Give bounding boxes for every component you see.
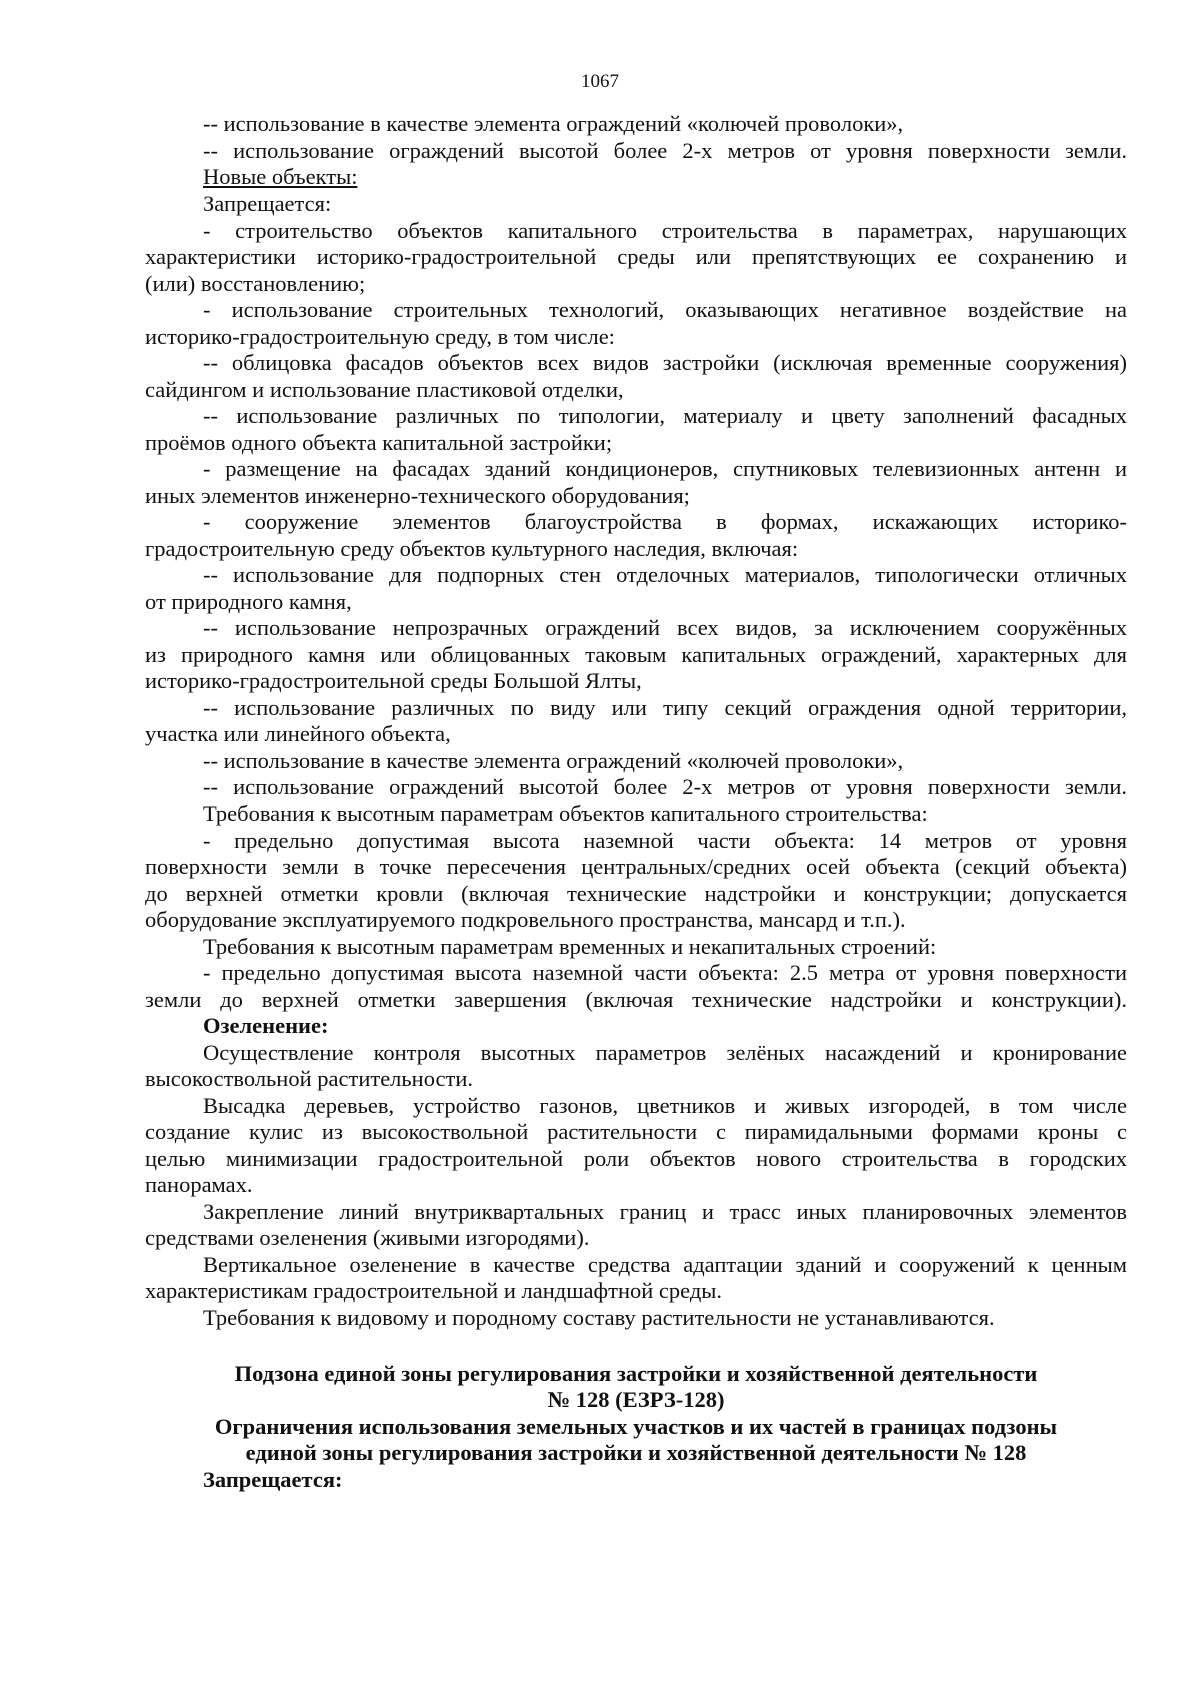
text-line: -- использование ограждений высотой более 2-х метров от уровня поверхности земли. [203,138,1127,163]
text-line: Осуществление контроля высотных параметров зелёных насаждений и кронирование [203,1040,1127,1065]
text-line: историко-градостроительной среды Большой Ялты, [145,668,642,693]
restrictions-heading: Ограничения использования земельных участков и их частей в границах подзоны [214,1414,1058,1439]
text-line: Закрепление линий внутриквартальных границ и трасс иных планировочных элементов [203,1199,1127,1224]
text-line: -- использование в качестве элемента ограждений «колючей проволоки», [203,111,904,136]
text-line: - размещение на фасадах зданий кондиционеров, спутниковых телевизионных антенн и [203,456,1127,481]
text-line: поверхности земли в точке пересечения центральных/средних осей объекта (секций объекта) [145,854,1127,879]
text-line: земли до верхней отметки завершения (включая технические надстройки и конструкции). [145,987,1127,1012]
text-line: - предельно допустимая высота наземной части объекта: 2.5 метра от уровня поверхности [203,960,1127,985]
text-line: от природного камня, [145,589,352,614]
text-line: иных элементов инженерно-технического оборудования; [145,483,690,508]
text-line: целью минимизации градостроительной роли объектов нового строительства в городских [145,1146,1127,1171]
text-line: - предельно допустимая высота наземной части объекта: 14 метров от уровня [203,828,1127,853]
text-line: -- использование ограждений высотой более 2-х метров от уровня поверхности земли. [203,774,1127,799]
text-line: -- использование различных по виду или типу секций ограждения одной территории, [203,695,1127,720]
text-line: характеристикам градостроительной и ландшафтной среды. [145,1278,723,1303]
text-line: Требования к высотным параметрам временных и некапитальных строений: [203,934,937,959]
text-line: -- использование непрозрачных ограждений всех видов, за исключением сооружённых [203,615,1127,640]
text-line: средствами озеленения (живыми изгородями). [145,1225,590,1250]
text-line: -- использование различных по типологии, материалу и цвету заполнений фасадных [203,403,1127,428]
text-line: - сооружение элементов благоустройства в формах, искажающих историко- [203,509,1127,534]
section-heading-greening: Озеленение: [203,1013,329,1038]
text-line: характеристики историко-градостроительной среды или препятствующих ее сохранению и [145,244,1127,269]
text-line: градостроительную среду объектов культурного наследия, включая: [145,536,799,561]
text-line: оборудование эксплуатируемого подкровельного пространства, мансард и т.п.). [145,907,906,932]
text-line: Требования к высотным параметрам объектов капитального строительства: [203,801,928,826]
text-line: Требования к видовому и породному составу растительности не устанавливаются. [203,1305,995,1330]
text-line: Запрещается: [203,191,332,216]
text-line: до верхней отметки кровли (включая технические надстройки и конструкции; допускается [145,881,1127,906]
text-line: Высадка деревьев, устройство газонов, цветников и живых изгородей, в том числе [203,1093,1127,1118]
text-line: из природного камня или облицованных таковым капитальных ограждений, характерных для [145,642,1127,667]
text-line: -- облицовка фасадов объектов всех видов застройки (исключая временные сооружения) [203,350,1127,375]
text-line: -- использование в качестве элемента ограждений «колючей проволоки», [203,748,904,773]
text-line: участка или линейного объекта, [145,721,451,746]
subzone-title-number: № 128 (ЕЗРЗ-128) [547,1387,725,1412]
text-line: проёмов одного объекта капитальной застройки; [145,430,613,455]
text-line: Вертикальное озеленение в качестве средства адаптации зданий и сооружений к ценным [203,1252,1127,1277]
subzone-title: Подзона единой зоны регулирования застройки и хозяйственной деятельности [234,1361,1038,1386]
text-line: историко-градостроительную среду, в том числе: [145,324,615,349]
text-line: панорамах. [145,1172,253,1197]
page-number: 1067 [581,71,619,92]
section-heading-new-objects: Новые объекты: [203,164,358,189]
restrictions-heading-cont: единой зоны регулирования застройки и хозяйственной деятельности № 128 [245,1440,1027,1465]
text-line: сайдингом и использование пластиковой отделки, [145,377,624,402]
prohibited-heading: Запрещается: [203,1467,343,1492]
text-line: - использование строительных технологий, оказывающих негативное воздействие на [203,297,1127,322]
text-line: (или) восстановлению; [145,271,366,296]
text-line: создание кулис из высокоствольной растительности с пирамидальными формами кроны с [145,1119,1127,1144]
text-line: высокоствольной растительности. [145,1066,474,1091]
text-line: -- использование для подпорных стен отделочных материалов, типологически отличных [203,562,1127,587]
text-line: - строительство объектов капитального строительства в параметрах, нарушающих [203,218,1127,243]
